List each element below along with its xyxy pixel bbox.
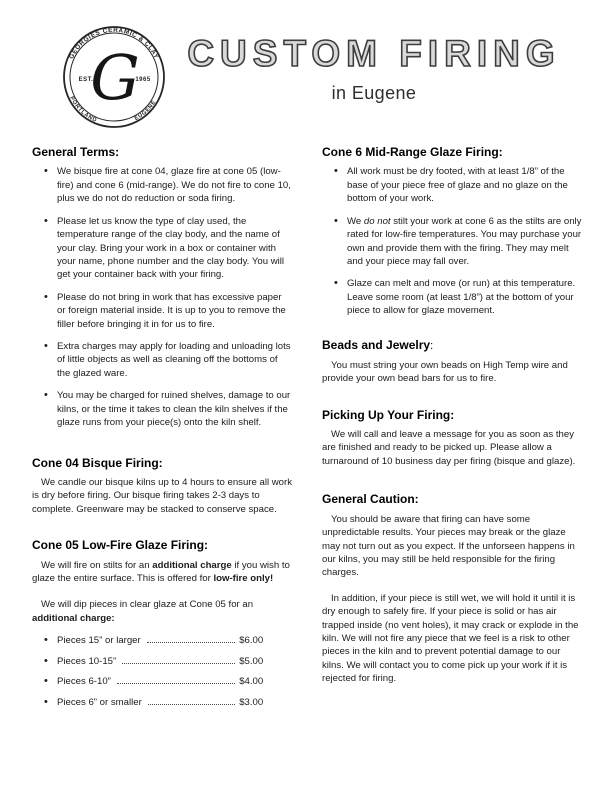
dot-leader [147,642,235,643]
page-header [0,0,612,129]
heading-general-caution: General Caution: [322,492,419,507]
page-title: CUSTOM FIRING [187,33,561,74]
text-run: stilt your work at cone 6 as the stilts are only rated for low-fire temperatures. You may purchase your own and provide them with the firing. They may melt and your piece may fall over. [347,215,582,267]
logo-arc-portland-text: PORTLAND [68,95,98,125]
dot-leader [117,683,235,684]
text-run: We will dip pieces in clear glaze at Cone 05 for an [41,599,254,611]
logo-monogram-g: G [90,41,140,114]
price-label: • Pieces 15” or larger [57,635,141,647]
price-row [44,697,271,708]
text-run: We will fire on stilts for an [41,559,153,571]
section-pickup [322,408,582,469]
text-run-italic: do not [363,215,391,227]
section-general-caution [322,492,582,685]
caution-paragraph-2: In addition, if your piece is still wet, we will hold it until it is dry enough to safely fire. If your piece is solid or has air trapped inside (no vent holes), it may crack or explode in the kiln. We will not fire any piece that we feel is a risk to other pieces in the kiln and to prevent potential damage to our kilns. We will contact you to come pick up your work if it is rejected for firing. [322,592,579,685]
section-general-terms [32,145,292,430]
caution-paragraph-1: You should be aware that firing can have some unpredictable results. Your pieces may break or the glaze may not turn out as you expect. If the unforseen happens in our kilns, you may still be held responsible for the firing charges. [322,513,575,579]
price-list [32,635,271,708]
price-label: • Pieces 6” or smaller [57,696,142,708]
price-label: • Pieces 10-15” [57,655,117,667]
section-beads-jewelry [322,338,582,386]
text-run-bold: additional charge: [32,612,115,624]
text-run-bold: low-fire only! [213,573,274,585]
cone6-list [322,165,582,317]
logo-arc-top-text: GEORGIES CERAMIC & CLAY [68,26,160,61]
cone04-body: We candle our bisque kilns up to 4 hours to ensure all work is dry before firing. Our bisque firing takes 2-3 days to complete. Greenware may be stacked to conserve space. [32,476,292,515]
price-value: $5.00 [239,655,264,667]
list-item: • Please let us know the type of clay used, the temperature range of the clay body, and the name of your clay. Bring your work in a box or container with your name, phone number and the clay body. You will get your container back with your firing. [44,215,292,282]
price-label: • Pieces 6-10” [57,676,111,688]
page-subtitle: in Eugene [331,83,417,103]
text-run: if you wish to glaze the entire surface. This is offered for [32,559,290,585]
list-item: • You may be charged for ruined shelves, damage to our kilns, or the time it takes to clean the kiln shelves if the glaze runs from your piece(s) onto the kiln shelf. [44,389,292,429]
dot-leader [148,704,235,705]
beads-body: You must string your own beads on High Temp wire and provide your own bead bars for us to fire. [322,359,568,385]
heading-cone6: Cone 6 Mid-Range Glaze Firing: [322,145,503,159]
section-cone04 [32,456,292,517]
logo-arc-eugene-text: EUGENE [133,99,158,123]
heading-cone05: Cone 05 Low-Fire Glaze Firing: [32,538,209,553]
title-block [166,25,582,104]
list-item: • Please do not bring in work that has excessive paper or foreign material inside. It is up to you to remove the filler before bringing it in for us to fire. [44,291,292,331]
heading-text: Beads and Jewelry [322,337,431,352]
right-column [322,145,582,728]
text-run-bold: additional charge [152,559,232,571]
section-cone6 [322,145,582,318]
heading-beads-jewelry [322,338,582,353]
list-item: • All work must be dry footed, with at least 1/8” of the base of your piece free of glaze and no glaze on the bottom of your work. [334,165,582,205]
heading-pickup: Picking Up Your Firing: [322,407,455,422]
georgies-logo-badge-icon [62,25,166,129]
logo-year-text: 1965 [135,77,151,83]
heading-general-terms: General Terms: [32,145,120,159]
heading-cone04: Cone 04 Bisque Firing: [32,455,163,470]
list-item: • Glaze can melt and move (or run) at this temperature. Leave some room (at least 1/8”) at the bottom of your piece to allow for glaze movement. [334,277,582,317]
price-value: $4.00 [239,676,264,688]
section-cone05 [32,538,292,708]
logo-est-text: EST. [78,77,94,83]
price-value: $3.00 [239,696,264,708]
price-row [44,656,271,667]
content-columns [0,129,612,728]
cone05-paragraph-1 [32,559,292,586]
dot-leader [122,663,235,664]
georgies-logo [62,25,166,129]
list-item [334,215,582,269]
price-row [44,635,271,646]
text-run: We [347,215,364,227]
left-column [32,145,292,728]
heading-colon: : [430,339,434,352]
cone05-paragraph-2 [32,598,292,625]
price-value: $6.00 [239,635,264,647]
general-terms-list [32,165,292,429]
list-item: • We bisque fire at cone 04, glaze fire at cone 05 (low-fire) and cone 6 (mid-range). We do not fire to cone 10, plus we do not do reduction or soda firing. [44,165,292,205]
price-row [44,676,271,687]
pickup-body: We will call and leave a message for you as soon as they are finished and ready to be picked up. Please allow a turnaround of 10 business day per firing (bisque and glaze). [322,429,576,467]
list-item: • Extra charges may apply for loading and unloading lots of little objects as well as cleaning off the bottoms of the glazed ware. [44,340,292,380]
